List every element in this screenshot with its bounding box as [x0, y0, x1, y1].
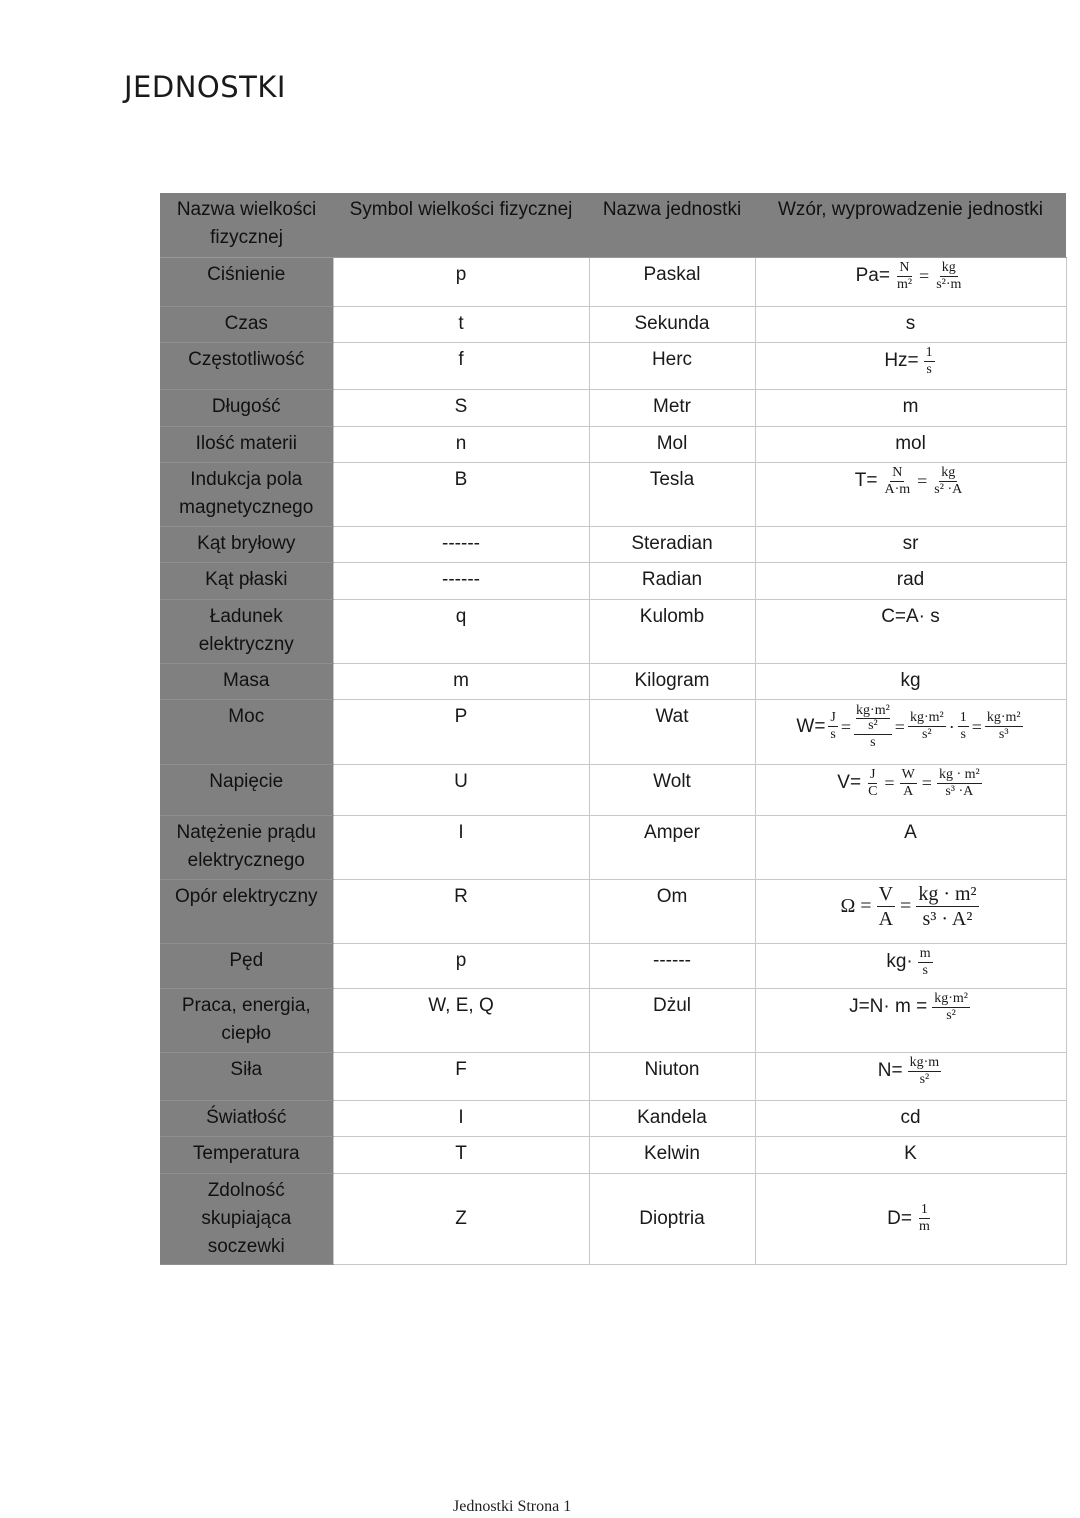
formula-joule: J=N· m = $\frac{\text{kg·m²}}{\text{s²}}$ — [849, 990, 968, 1023]
table-row — [160, 764, 1066, 815]
table-row — [160, 562, 1066, 599]
header-formula: Wzór, wyprowadzenie jednostki — [755, 193, 1066, 257]
unit-formula: C=A· s — [755, 599, 1066, 663]
quantity-name: Moc — [160, 699, 333, 764]
quantity-name: Zdolność skupiająca soczewki — [160, 1173, 333, 1264]
table-row — [160, 306, 1066, 342]
quantity-symbol: U — [333, 764, 589, 815]
unit-name: Kilogram — [589, 663, 755, 699]
quantity-symbol: ------ — [333, 562, 589, 599]
table-row — [160, 988, 1066, 1052]
quantity-symbol: B — [333, 462, 589, 526]
quantity-name: Ciśnienie — [160, 257, 333, 306]
unit-formula — [755, 879, 1066, 943]
formula-hertz: Hz= $\frac{1}{s}$ — [884, 344, 933, 377]
unit-name: Wolt — [589, 764, 755, 815]
table-row — [160, 663, 1066, 699]
quantity-symbol: W, E, Q — [333, 988, 589, 1052]
quantity-symbol: P — [333, 699, 589, 764]
quantity-name: Pęd — [160, 943, 333, 988]
unit-formula: s — [755, 306, 1066, 342]
header-unit-name: Nazwa jednostki — [589, 193, 755, 257]
quantity-symbol: p — [333, 943, 589, 988]
unit-formula: A — [755, 815, 1066, 879]
table-row — [160, 699, 1066, 764]
quantity-symbol: m — [333, 663, 589, 699]
quantity-name: Napięcie — [160, 764, 333, 815]
quantity-symbol: I — [333, 815, 589, 879]
units-table — [160, 193, 1067, 1265]
header-quantity-name: Nazwa wielkości fizycznej — [160, 193, 333, 257]
formula-watt: W= $\frac{J}{s}$ = kg·m² s² s = $\frac{\text{kg·m²}}{\text{s²}}$ · $\frac{1}{s}$ = $\frac{\text{kg·m²}}{\text{s³}}$ — [796, 702, 1021, 750]
quantity-symbol: q — [333, 599, 589, 663]
formula-ohm: Ω = $\frac{V}{A}$ = $\frac{\text{kg · m²}}{\text{s³ · A²}}$ — [840, 882, 977, 930]
quantity-name: Masa — [160, 663, 333, 699]
unit-formula — [755, 1173, 1066, 1264]
unit-formula: sr — [755, 526, 1066, 562]
quantity-name: Kąt bryłowy — [160, 526, 333, 562]
table-row — [160, 462, 1066, 526]
quantity-name: Długość — [160, 389, 333, 426]
table-row — [160, 815, 1066, 879]
unit-formula — [755, 462, 1066, 526]
quantity-name: Natężenie prądu elektrycznego — [160, 815, 333, 879]
unit-name: Wat — [589, 699, 755, 764]
unit-formula: m — [755, 389, 1066, 426]
table-row — [160, 1100, 1066, 1136]
table-row — [160, 1136, 1066, 1173]
unit-name: Steradian — [589, 526, 755, 562]
table-row — [160, 879, 1066, 943]
quantity-symbol: n — [333, 426, 589, 462]
unit-formula — [755, 764, 1066, 815]
table-row — [160, 943, 1066, 988]
quantity-symbol: ------ — [333, 526, 589, 562]
unit-name: ------ — [589, 943, 755, 988]
formula-volt: V= $\frac{J}{C}$ = $\frac{W}{A}$ = $\frac{\text{kg · m²}}{\text{s³ ·A}}$ — [837, 766, 980, 799]
quantity-symbol: t — [333, 306, 589, 342]
unit-formula — [755, 988, 1066, 1052]
quantity-symbol: I — [333, 1100, 589, 1136]
unit-formula: mol — [755, 426, 1066, 462]
quantity-symbol: p — [333, 257, 589, 306]
quantity-symbol: f — [333, 342, 589, 389]
quantity-name: Siła — [160, 1052, 333, 1100]
unit-name: Niuton — [589, 1052, 755, 1100]
unit-name: Om — [589, 879, 755, 943]
quantity-name: Opór elektryczny — [160, 879, 333, 943]
formula-pascal: Pa= $\frac{N}{\text{m²}}$ = $\frac{kg}{\text{s²·m}}$ — [855, 259, 962, 292]
quantity-name: Ładunek elektryczny — [160, 599, 333, 663]
unit-formula: K — [755, 1136, 1066, 1173]
table-row — [160, 426, 1066, 462]
unit-name: Kulomb — [589, 599, 755, 663]
unit-name: Tesla — [589, 462, 755, 526]
unit-name: Mol — [589, 426, 755, 462]
page-title: JEDNOSTKI — [124, 70, 286, 104]
quantity-symbol: R — [333, 879, 589, 943]
quantity-symbol: F — [333, 1052, 589, 1100]
unit-formula: kg — [755, 663, 1066, 699]
unit-formula — [755, 699, 1066, 764]
unit-name: Kandela — [589, 1100, 755, 1136]
unit-name: Metr — [589, 389, 755, 426]
unit-formula: cd — [755, 1100, 1066, 1136]
unit-formula: rad — [755, 562, 1066, 599]
formula-momentum: kg· $\frac{m}{s}$ — [886, 945, 931, 978]
quantity-name: Czas — [160, 306, 333, 342]
table-header-row — [160, 193, 1066, 257]
quantity-name: Temperatura — [160, 1136, 333, 1173]
unit-name: Radian — [589, 562, 755, 599]
page-footer: Jednostki Strona 1 — [453, 1498, 572, 1515]
quantity-symbol: T — [333, 1136, 589, 1173]
table-row — [160, 257, 1066, 306]
quantity-symbol: Z — [333, 1173, 589, 1264]
table-row — [160, 599, 1066, 663]
unit-formula — [755, 943, 1066, 988]
table-row — [160, 389, 1066, 426]
table-row — [160, 526, 1066, 562]
quantity-name: Praca, energia, ciepło — [160, 988, 333, 1052]
table-row — [160, 1173, 1066, 1264]
quantity-name: Częstotliwość — [160, 342, 333, 389]
formula-tesla: T= $\frac{N}{A\cdot m}$ = $\frac{kg}{\text{s² ·A}}$ — [854, 464, 963, 497]
unit-name: Sekunda — [589, 306, 755, 342]
unit-formula — [755, 257, 1066, 306]
table-row — [160, 342, 1066, 389]
quantity-name: Światłość — [160, 1100, 333, 1136]
unit-name: Dżul — [589, 988, 755, 1052]
quantity-name: Indukcja pola magnetycznego — [160, 462, 333, 526]
unit-name: Dioptria — [589, 1173, 755, 1264]
quantity-name: Ilość materii — [160, 426, 333, 462]
header-symbol: Symbol wielkości fizycznej — [333, 193, 589, 257]
unit-formula — [755, 1052, 1066, 1100]
quantity-symbol: S — [333, 389, 589, 426]
quantity-name: Kąt płaski — [160, 562, 333, 599]
unit-formula — [755, 342, 1066, 389]
unit-name: Paskal — [589, 257, 755, 306]
unit-name: Amper — [589, 815, 755, 879]
formula-dioptre: D= $\frac{1}{m}$ — [887, 1202, 930, 1234]
formula-newton: N= $\frac{kg\cdot m}{\text{s²}}$ — [877, 1054, 940, 1087]
table-row — [160, 1052, 1066, 1100]
unit-name: Herc — [589, 342, 755, 389]
unit-name: Kelwin — [589, 1136, 755, 1173]
